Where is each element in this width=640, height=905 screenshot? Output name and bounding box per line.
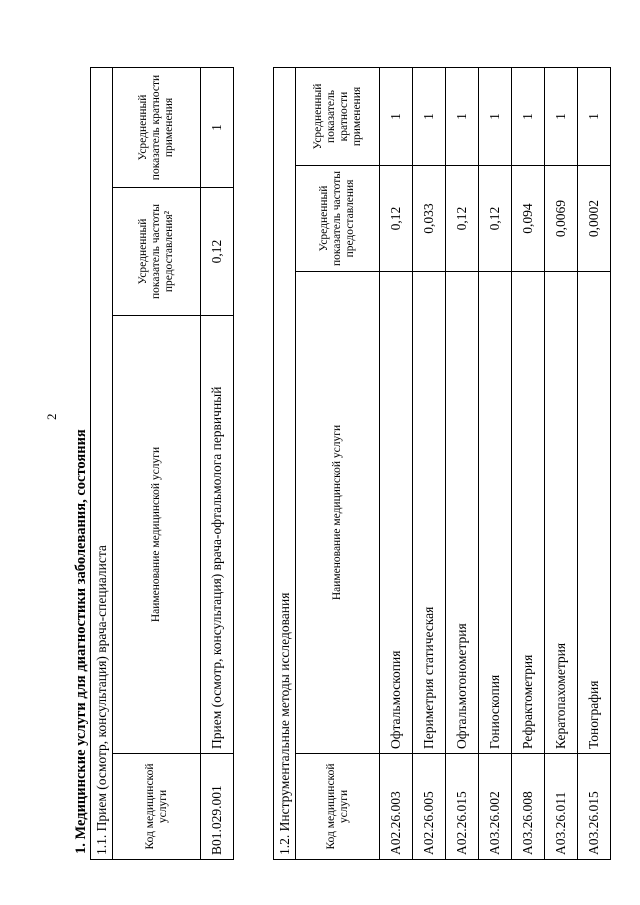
column-header-name: Наименование медицинской услуги <box>113 316 201 754</box>
frequency-value: 0,033 <box>413 166 446 272</box>
table-row <box>578 67 611 859</box>
table-section-1 <box>90 67 234 860</box>
frequency-value: 0,094 <box>512 166 545 272</box>
service-code: A03.26.008 <box>512 754 545 860</box>
multiplicity-value: 1 <box>413 67 446 165</box>
table-row <box>479 67 512 859</box>
service-code: B01.029.001 <box>201 754 234 860</box>
service-code: A03.26.002 <box>479 754 512 860</box>
column-header-frequency: Усредненный показатель частоты предоставления² <box>113 188 201 316</box>
service-name: Кератопахометрия <box>545 272 578 754</box>
service-name: Тонография <box>578 272 611 754</box>
multiplicity-value: 1 <box>545 67 578 165</box>
section-title: 1.2. Инструментальные методы исследования <box>274 67 296 859</box>
column-header-name: Наименование медицинской услуги <box>296 272 380 754</box>
multiplicity-value: 1 <box>578 67 611 165</box>
page-heading: 1. Медицинские услуги для диагностики заболевания, состояния <box>73 429 89 854</box>
service-code: A02.26.005 <box>413 754 446 860</box>
table-row <box>446 67 479 859</box>
multiplicity-value: 1 <box>479 67 512 165</box>
service-name: Периметрия статическая <box>413 272 446 754</box>
table-row <box>413 67 446 859</box>
column-header-frequency: Усредненный показатель частоты предоставления <box>296 166 380 272</box>
column-header-code: Код медицинской услуги <box>113 754 201 860</box>
frequency-value: 0,0002 <box>578 166 611 272</box>
table-row <box>380 67 413 859</box>
multiplicity-value: 1 <box>446 67 479 165</box>
table-section-2 <box>273 67 611 860</box>
service-code: A03.26.015 <box>578 754 611 860</box>
page-number: 2 <box>44 413 59 420</box>
section-title: 1.1. Прием (осмотр, консультация) врача-специалиста <box>91 68 113 860</box>
table-row <box>201 68 234 860</box>
service-name: Прием (осмотр, консультация) врача-офтальмолога первичный <box>201 316 234 754</box>
services-table-2 <box>273 67 611 860</box>
multiplicity-value: 1 <box>512 67 545 165</box>
service-name: Гониоскопия <box>479 272 512 754</box>
service-code: A02.26.003 <box>380 754 413 860</box>
table-row <box>545 67 578 859</box>
table-row <box>512 67 545 859</box>
frequency-value: 0,0069 <box>545 166 578 272</box>
service-code: A02.26.015 <box>446 754 479 860</box>
multiplicity-value: 1 <box>201 68 234 188</box>
frequency-value: 0,12 <box>380 166 413 272</box>
rotated-content <box>40 60 600 860</box>
frequency-value: 0,12 <box>479 166 512 272</box>
service-code: A03.26.011 <box>545 754 578 860</box>
services-table-1 <box>90 67 234 860</box>
service-name: Офтальмоскопия <box>380 272 413 754</box>
column-header-multiplicity: Усредненный показатель кратности применения <box>113 68 201 188</box>
frequency-value: 0,12 <box>446 166 479 272</box>
frequency-value: 0,12 <box>201 188 234 316</box>
service-name: Офтальмотонометрия <box>446 272 479 754</box>
column-header-code: Код медицинской услуги <box>296 754 380 860</box>
service-name: Рефрактометрия <box>512 272 545 754</box>
multiplicity-value: 1 <box>380 67 413 165</box>
column-header-multiplicity: Усредненный показатель кратности применения <box>296 67 380 165</box>
